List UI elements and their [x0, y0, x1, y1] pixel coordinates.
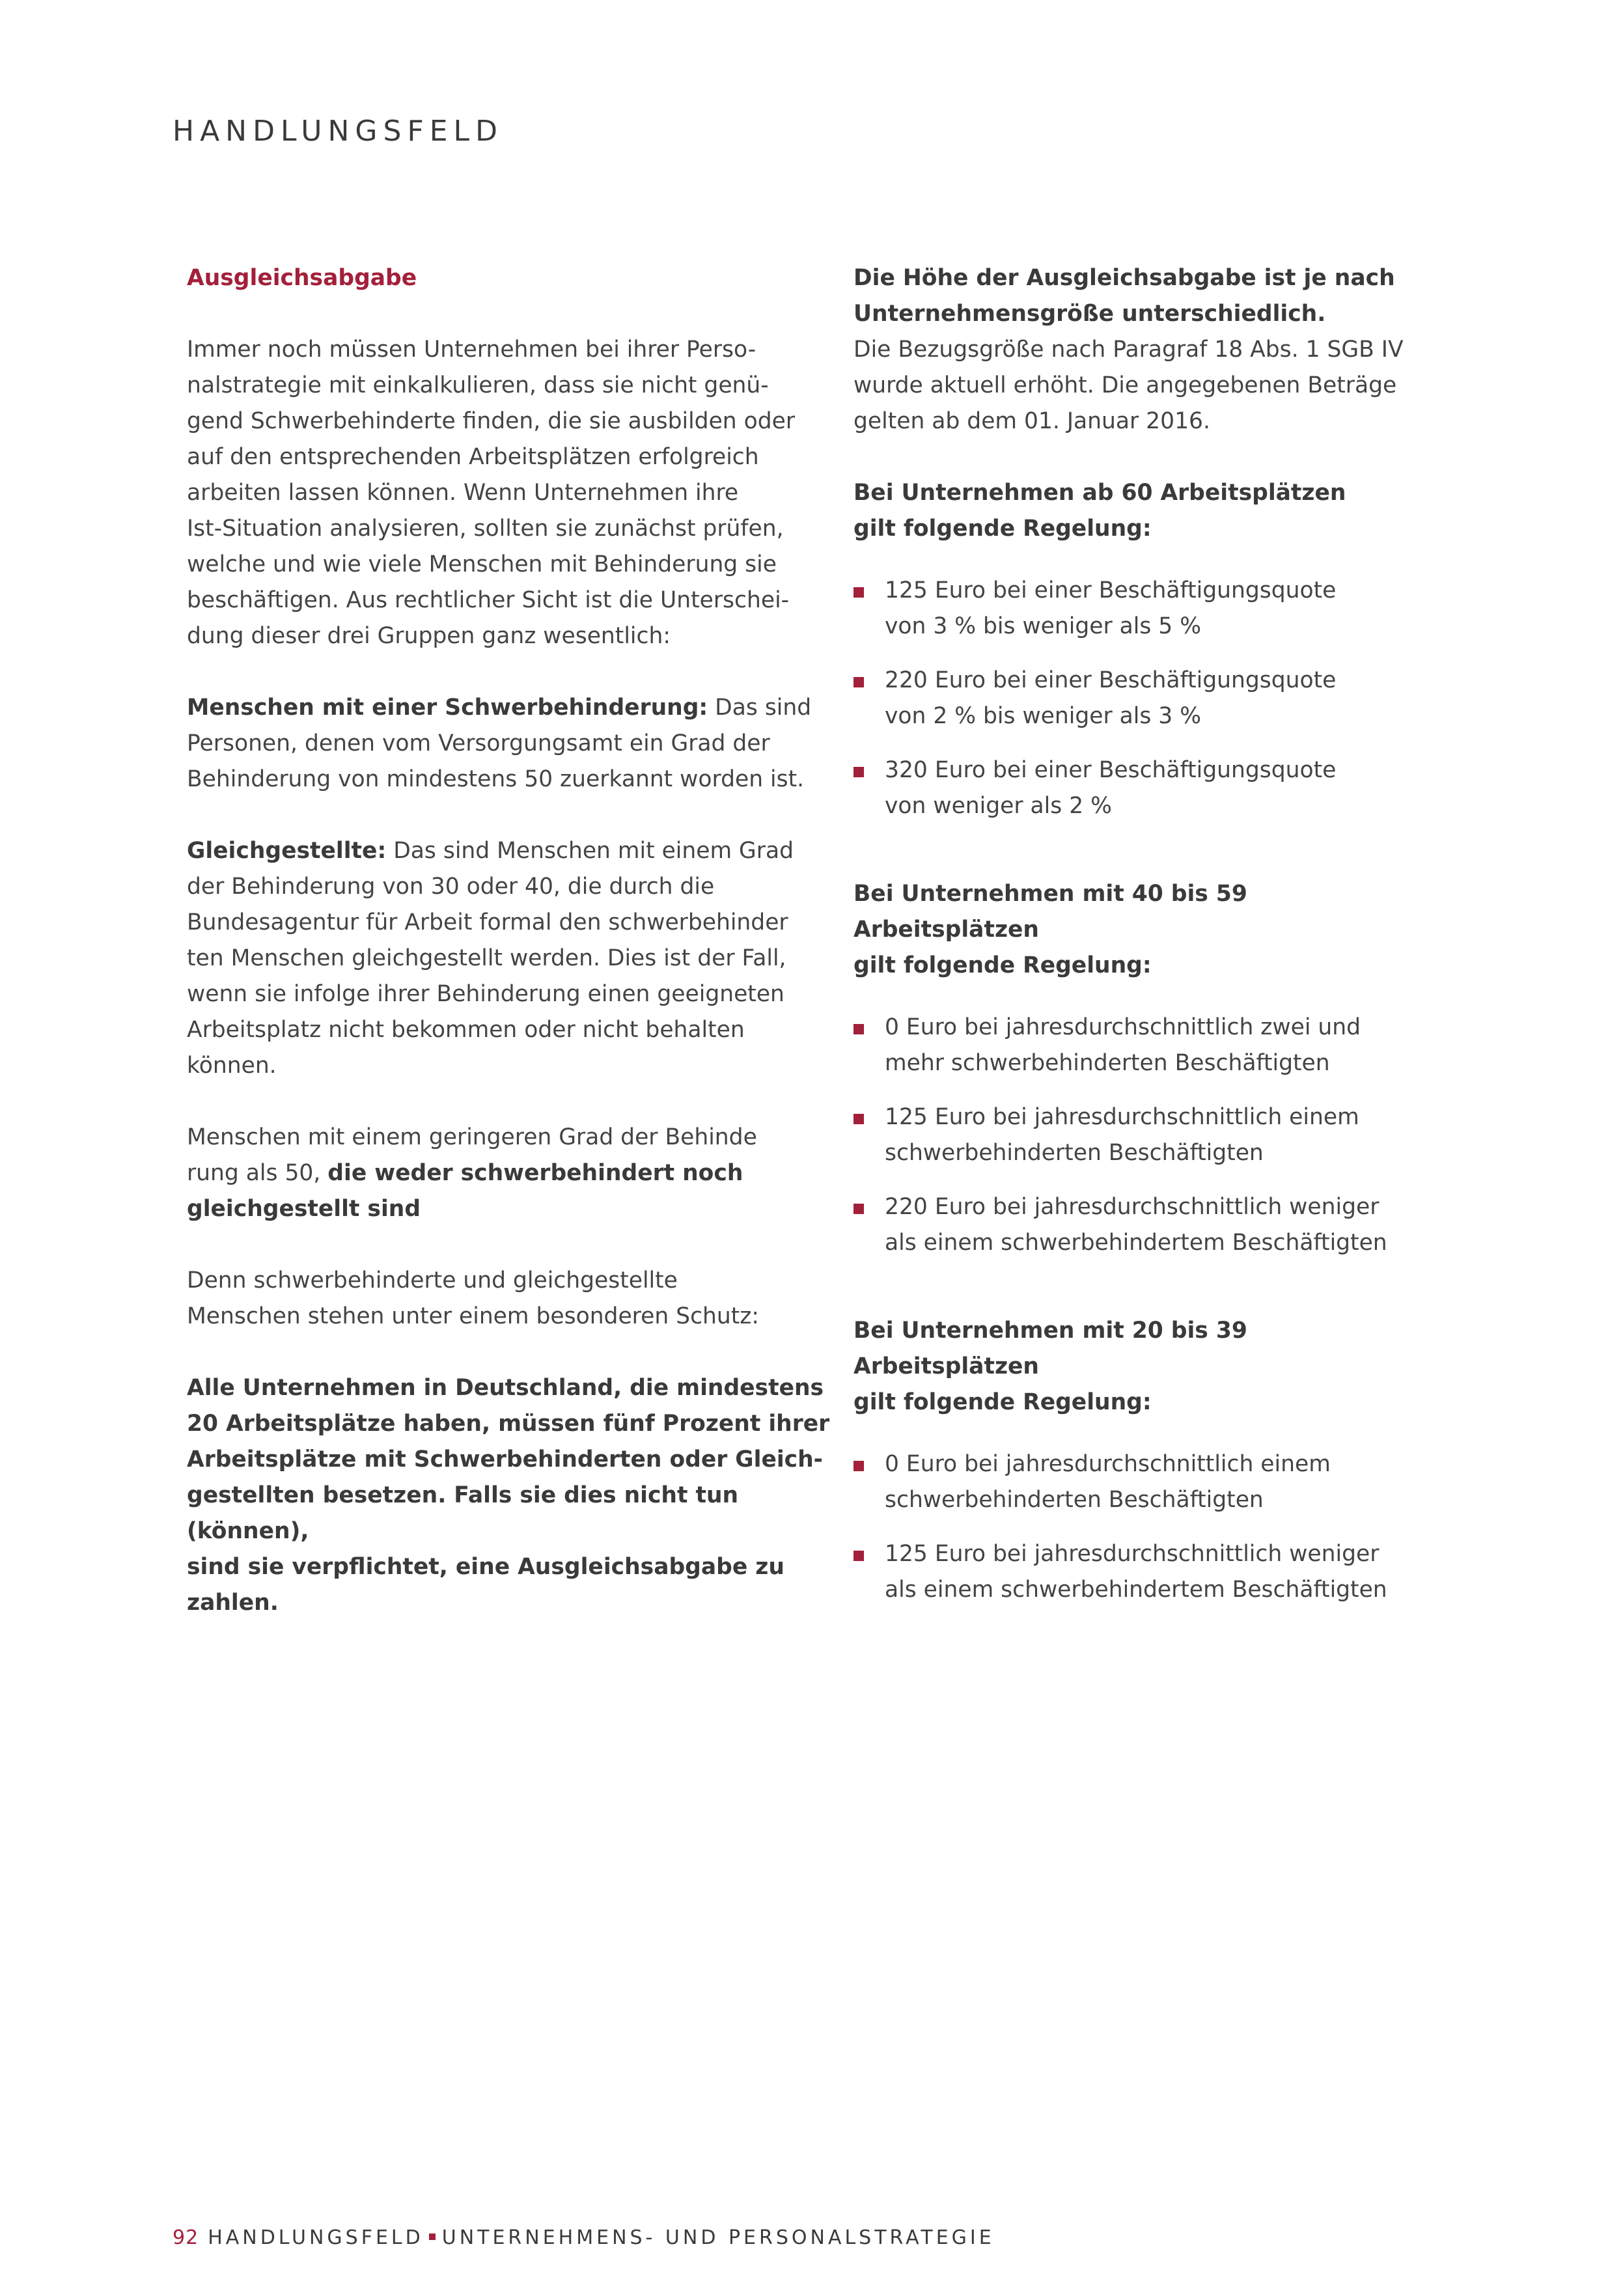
rule-heading-20-39 — [853, 1313, 1439, 1420]
text-line: 125 Euro bei jahresdurchschnittlich einem — [885, 1104, 1359, 1130]
text-line: Personen, denen vom Versorgungsamt ein Grad der — [187, 730, 770, 756]
text-line: 0 Euro bei jahresdurchschnittlich zwei und — [885, 1014, 1361, 1040]
text-line: beschäftigen. Aus rechtlicher Sicht ist die Unterschei- — [187, 587, 790, 613]
text-line: nalstrategie mit einkalkulieren, dass sie nicht genü- — [187, 372, 769, 398]
intro-paragraph — [187, 332, 831, 654]
square-separator-icon — [429, 2234, 436, 2240]
definition-emphasis: die weder schwerbehindert noch — [327, 1160, 743, 1186]
text-line: wenn sie infolge ihrer Behinderung einen geeigneten — [187, 981, 784, 1007]
text-line: Bei Unternehmen mit 40 bis 59 Arbeitsplätzen — [853, 881, 1247, 943]
list-item — [853, 1100, 1439, 1171]
text-line: Bei Unternehmen mit 20 bis 39 Arbeitsplätzen — [853, 1318, 1247, 1379]
text-line — [187, 833, 831, 869]
text-line: 0 Euro bei jahresdurchschnittlich einem — [885, 1451, 1331, 1477]
text-line: 125 Euro bei jahresdurchschnittlich weniger — [885, 1541, 1380, 1567]
page-footer — [173, 2226, 995, 2249]
text-line: gilt folgende Regelung: — [853, 952, 1152, 978]
text-line: 125 Euro bei einer Beschäftigungsquote — [885, 577, 1337, 603]
text-line: schwerbehinderten Beschäftigten — [885, 1140, 1264, 1166]
square-bullet-icon — [853, 1114, 864, 1124]
rule-heading-40-59 — [853, 876, 1439, 984]
text-line: 220 Euro bei jahresdurchschnittlich weniger — [885, 1194, 1380, 1220]
definition-text: rung als 50, — [187, 1160, 328, 1186]
text-line: Menschen mit einem geringeren Grad der Behinde — [187, 1124, 757, 1150]
text-line: wurde aktuell erhöht. Die angegebenen Beträge — [853, 372, 1397, 398]
definition-equal-status — [187, 833, 831, 1084]
obligation-paragraph — [187, 1370, 831, 1621]
text-line: Bei Unternehmen ab 60 Arbeitsplätzen — [853, 480, 1346, 506]
list-item — [853, 753, 1439, 824]
section-title: Ausgleichsabgabe — [187, 265, 417, 291]
page-number: 92 — [173, 2226, 199, 2249]
list-item — [853, 663, 1439, 734]
definition-term: Gleichgestellte: — [187, 838, 387, 864]
text-line: der Behinderung von 30 oder 40, die durch die — [187, 874, 715, 900]
list-item — [853, 1446, 1439, 1518]
page-header-title: HANDLUNGSFELD — [173, 115, 503, 148]
text-line: 320 Euro bei einer Beschäftigungsquote — [885, 757, 1337, 783]
text-line: gilt folgende Regelung: — [853, 1389, 1152, 1415]
text-line: Arbeitsplätze mit Schwerbehinderten oder Gleich- — [187, 1446, 824, 1473]
text-line: Denn schwerbehinderte und gleichgestellte — [187, 1267, 678, 1293]
list-item — [853, 1536, 1439, 1608]
text-line: dung dieser drei Gruppen ganz wesentlich: — [187, 623, 671, 649]
list-item — [853, 1010, 1439, 1081]
rule-list-60-plus — [853, 573, 1439, 824]
text-line: arbeiten lassen können. Wenn Unternehmen ihre — [187, 480, 739, 506]
text-line: Alle Unternehmen in Deutschland, die mindestens — [187, 1375, 824, 1401]
definition-text: Das sind Menschen mit einem Grad — [386, 838, 794, 864]
text-line: von 3 % bis weniger als 5 % — [885, 613, 1201, 639]
definition-emphasis: gleichgestellt sind — [187, 1196, 421, 1222]
footer-subsection: UNTERNEHMENS- UND PERSONALSTRATEGIE — [441, 2226, 995, 2249]
text-line: mehr schwerbehinderten Beschäftigten — [885, 1050, 1330, 1076]
rule-heading-60-plus — [853, 475, 1439, 547]
definition-term: Menschen mit einer Schwerbehinderung: — [187, 695, 708, 721]
text-line — [187, 1191, 831, 1227]
text-line: welche und wie viele Menschen mit Behinderung sie — [187, 551, 777, 577]
text-line: Behinderung von mindestens 50 zuerkannt worden ist. — [187, 766, 805, 792]
text-line: gelten ab dem 01. Januar 2016. — [853, 408, 1210, 434]
levy-intro-text — [853, 332, 1439, 439]
text-line: von 2 % bis weniger als 3 % — [885, 703, 1201, 729]
list-item — [853, 1189, 1439, 1261]
square-bullet-icon — [853, 1024, 864, 1034]
text-line: Immer noch müssen Unternehmen bei ihrer Perso- — [187, 337, 756, 363]
text-line: Bundesagentur für Arbeit formal den schwerbehinder — [187, 909, 788, 935]
text-line: 20 Arbeitsplätze haben, müssen fünf Prozent ihrer — [187, 1411, 830, 1437]
text-line: gilt folgende Regelung: — [853, 516, 1152, 542]
text-line: auf den entsprechenden Arbeitsplätzen erfolgreich — [187, 444, 759, 470]
square-bullet-icon — [853, 767, 864, 777]
text-line: als einem schwerbehindertem Beschäftigten — [885, 1577, 1387, 1603]
right-column — [853, 260, 1439, 1608]
text-line: als einem schwerbehindertem Beschäftigten — [885, 1230, 1387, 1256]
text-line: gend Schwerbehinderte finden, die sie ausbilden oder — [187, 408, 796, 434]
text-line — [187, 1155, 831, 1191]
square-bullet-icon — [853, 1461, 864, 1471]
square-bullet-icon — [853, 1204, 864, 1214]
text-line: 220 Euro bei einer Beschäftigungsquote — [885, 667, 1337, 693]
text-line: Arbeitsplatz nicht bekommen oder nicht behalten — [187, 1017, 745, 1043]
definition-text: Das sind — [708, 695, 812, 721]
levy-intro-heading — [853, 260, 1439, 332]
protection-paragraph — [187, 1263, 831, 1335]
definition-lower-degree — [187, 1120, 831, 1227]
text-line: Ist-Situation analysieren, sollten sie zunächst prüfen, — [187, 516, 784, 542]
square-bullet-icon — [853, 587, 864, 598]
left-column — [187, 260, 831, 1621]
text-line: Menschen stehen unter einem besonderen Schutz: — [187, 1303, 760, 1329]
text-line: sind sie verpflichtet, eine Ausgleichsabgabe zu zahlen. — [187, 1554, 784, 1616]
text-line: ten Menschen gleichgestellt werden. Dies ist der Fall, — [187, 945, 786, 971]
square-bullet-icon — [853, 1551, 864, 1561]
text-line: Unternehmensgröße unterschiedlich. — [853, 301, 1326, 327]
footer-section: HANDLUNGSFELD — [208, 2226, 424, 2249]
square-bullet-icon — [853, 677, 864, 687]
text-line: schwerbehinderten Beschäftigten — [885, 1487, 1264, 1513]
text-line: gestellten besetzen. Falls sie dies nicht tun (können), — [187, 1482, 739, 1544]
definition-severely-disabled — [187, 690, 831, 797]
rule-list-40-59 — [853, 1010, 1439, 1261]
text-line: Die Höhe der Ausgleichsabgabe ist je nach — [853, 265, 1395, 291]
text-line: von weniger als 2 % — [885, 793, 1112, 819]
rule-list-20-39 — [853, 1446, 1439, 1608]
text-line — [187, 690, 831, 726]
text-line: Die Bezugsgröße nach Paragraf 18 Abs. 1 SGB IV — [853, 337, 1404, 363]
text-line: können. — [187, 1053, 277, 1079]
list-item — [853, 573, 1439, 644]
